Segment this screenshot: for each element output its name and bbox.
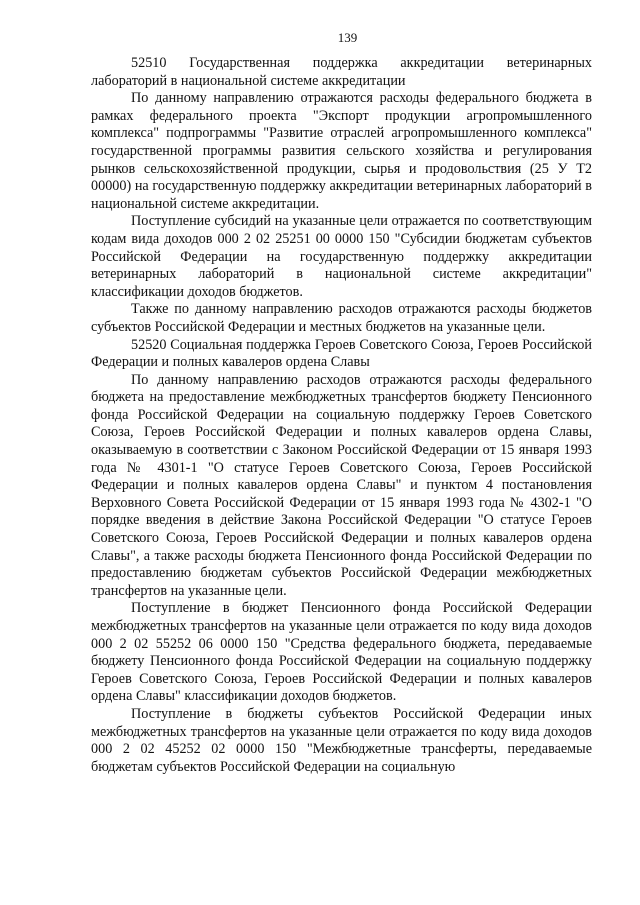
paragraph-section-52510-title: 52510 Государственная поддержка аккредитации ветеринарных лабораторий в национальной системе аккредитации xyxy=(91,55,592,89)
paragraph-52510-subsidies-income: Поступление субсидий на указанные цели отражается по соответствующим кодам вида доходов 000 2 02 25251 00 0000 150 "Субсидии бюджетам субъектов Российской Федерации на государственную поддержку аккредитации ветеринарных лабораторий в национальной системе аккредитации" классификации доходов бюджетов. xyxy=(91,213,592,300)
paragraph-52520-regional-income: Поступление в бюджеты субъектов Российской Федерации иных межбюджетных трансфертов на указанные цели отражается по коду вида доходов 000 2 02 45252 02 0000 150 "Межбюджетные трансферты, передаваемые бюджетам субъектов Российской Федерации на социальную xyxy=(91,705,592,775)
paragraph-52520-pension-fund-income: Поступление в бюджет Пенсионного фонда Российской Федерации межбюджетных трансфертов на указанные цели отражается по коду вида доходов 000 2 02 55252 06 0000 150 "Средства федерального бюджета, передаваемые бюджету Пенсионного фонда Российской Федерации на социальную поддержку Героев Советского Союза, Героев Российской Федерации и полных кавалеров ордена Славы" классификации доходов бюджетов. xyxy=(91,600,592,705)
page-number: 139 xyxy=(337,30,358,45)
paragraph-52520-expenses: По данному направлению расходов отражаются расходы федерального бюджета на предоставление межбюджетных трансфертов бюджету Пенсионного фонда Российской Федерации на социальную поддержку Героев Советского Союза, Героев Российской Федерации и полных кавалеров ордена Славы, оказываемую в соответствии с Законом Российской Федерации от 15 января 1993 года № 4301-1 "О статусе Героев Советского Союза, Героев Российской Федерации и полных кавалеров ордена Славы" и пунктом 4 постановления Верховного Совета Российской Федерации от 15 января 1993 года № 4302-1 "О порядке введения в действие Закона Российской Федерации "О статусе Героев Советского Союза, Героев Российской Федерации и полных кавалеров ордена Славы", а также расходы бюджета Пенсионного фонда Российской Федерации по предоставлению бюджетам субъектов Российской Федерации межбюджетных трансфертов на указанные цели. xyxy=(91,371,592,599)
paragraph-section-52520-title: 52520 Социальная поддержка Героев Советского Союза, Героев Российской Федерации и полных кавалеров ордена Славы xyxy=(91,336,592,371)
paragraph-52510-expenses: По данному направлению отражаются расходы федерального бюджета в рамках федерального проекта "Экспорт продукции агропромышленного комплекса" подпрограммы "Развитие отраслей агропромышленного комплекса" государственной программы развития сельского хозяйства и регулирования рынков сельскохозяйственной продукции, сырья и продовольствия (25 У Т2 00000) на государственную поддержку аккредитации ветеринарных лабораторий в национальной системе аккредитации. xyxy=(91,90,592,212)
paragraph-52510-regional-expenses: Также по данному направлению расходов отражаются расходы бюджетов субъектов Российской Федерации и местных бюджетов на указанные цели. xyxy=(91,301,592,335)
